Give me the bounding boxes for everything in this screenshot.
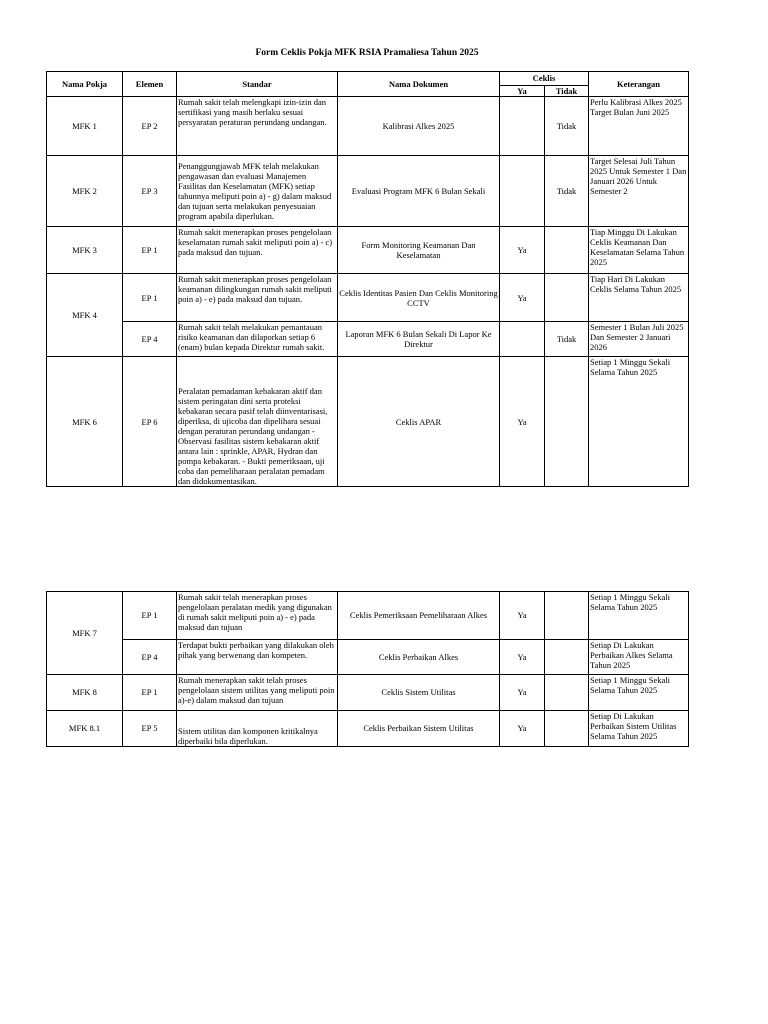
header-ya: Ya [500, 86, 545, 97]
cell-ya [500, 97, 545, 156]
table-row [47, 322, 689, 357]
cell-standar: Penanggungjawab MFK telah melakukan pengawasan dan evaluasi Manajemen Fasilitas dan Keselamatan (MFK) setiap tahunnya meliputi poin a) - g) dalam maksud dan tujuan serta melakukan penyesuaian program apabila diperlukan. [177, 156, 338, 227]
cell-elemen: EP 1 [123, 274, 177, 322]
cell-ya: Ya [500, 592, 545, 640]
cell-tidak [545, 357, 589, 487]
cell-elemen: EP 6 [123, 357, 177, 487]
cell-tidak [545, 274, 589, 322]
cell-standar: Rumah sakit telah melengkapi izin-izin dan sertifikasi yang masih berlaku sesuai persyaratan peraturan perundang undangan. [177, 97, 338, 156]
cell-dokumen: Ceklis Sistem Utilitas [338, 675, 500, 711]
cell-ya: Ya [500, 640, 545, 675]
header-nama-dokumen: Nama Dokumen [338, 72, 500, 97]
checklist-table-1 [46, 71, 689, 487]
table-row [47, 711, 689, 747]
cell-ya [500, 322, 545, 357]
cell-tidak [545, 640, 589, 675]
cell-keterangan: Tiap Minggu Di Lakukan Ceklis Keamanan Dan Keselamatan Selama Tahun 2025 [589, 227, 689, 274]
cell-tidak [545, 592, 589, 640]
cell-dokumen: Ceklis Perbaikan Alkes [338, 640, 500, 675]
cell-pokja: MFK 2 [47, 156, 123, 227]
cell-keterangan: Perlu Kalibrasi Alkes 2025 Target Bulan Juni 2025 [589, 97, 689, 156]
cell-keterangan: Setiap Di Lakukan Perbaikan Alkes Selama Tahun 2025 [589, 640, 689, 675]
cell-elemen: EP 2 [123, 97, 177, 156]
header-keterangan: Keterangan [589, 72, 689, 97]
cell-tidak [545, 675, 589, 711]
cell-pokja: MFK 6 [47, 357, 123, 487]
cell-keterangan: Setiap 1 Minggu Sekali Selama Tahun 2025 [589, 357, 689, 487]
table-row [47, 592, 689, 640]
cell-keterangan: Setiap 1 Minggu Sekali Selama Tahun 2025 [589, 592, 689, 640]
cell-elemen: EP 1 [123, 227, 177, 274]
cell-keterangan: Semester 1 Bulan Juli 2025 Dan Semester 2 Januari 2026 [589, 322, 689, 357]
cell-pokja: MFK 7 [47, 592, 123, 675]
cell-dokumen: Laporan MFK 6 Bulan Sekali Di Lapor Ke Direktur [338, 322, 500, 357]
cell-elemen: EP 4 [123, 322, 177, 357]
header-nama-pokja: Nama Pokja [47, 72, 123, 97]
cell-dokumen: Ceklis Identitas Pasien Dan Ceklis Monitoring CCTV [338, 274, 500, 322]
header-standar: Standar [177, 72, 338, 97]
cell-pokja: MFK 4 [47, 274, 123, 357]
cell-ya: Ya [500, 274, 545, 322]
cell-elemen: EP 1 [123, 675, 177, 711]
checklist-table-2 [46, 591, 689, 747]
page-title: Form Ceklis Pokja MFK RSIA Pramaliesa Tahun 2025 [255, 48, 479, 58]
header-ceklis: Ceklis [500, 72, 589, 86]
header-elemen: Elemen [123, 72, 177, 97]
cell-tidak [545, 227, 589, 274]
cell-keterangan: Target Selesai Juli Tahun 2025 Untuk Semester 1 Dan Januari 2026 Untuk Semester 2 [589, 156, 689, 227]
cell-tidak: Tidak [545, 97, 589, 156]
cell-dokumen: Evaluasi Program MFK 6 Bulan Sekali [338, 156, 500, 227]
cell-dokumen: Kalibrasi Alkes 2025 [338, 97, 500, 156]
cell-elemen: EP 5 [123, 711, 177, 747]
cell-pokja: MFK 8 [47, 675, 123, 711]
cell-pokja: MFK 8.1 [47, 711, 123, 747]
cell-tidak [545, 711, 589, 747]
cell-ya: Ya [500, 227, 545, 274]
cell-tidak: Tidak [545, 322, 589, 357]
cell-dokumen: Ceklis Perbaikan Sistem Utilitas [338, 711, 500, 747]
cell-ya: Ya [500, 675, 545, 711]
cell-standar: Sistem utilitas dan komponen kritikalnya diperbaiki bila diperlukan. [177, 711, 338, 747]
cell-pokja: MFK 1 [47, 97, 123, 156]
cell-dokumen: Ceklis Pemeriksaan Pemeliharaan Alkes [338, 592, 500, 640]
cell-tidak: Tidak [545, 156, 589, 227]
table-row [47, 357, 689, 487]
cell-ya [500, 156, 545, 227]
cell-keterangan: Setiap 1 Minggu Sekali Selama Tahun 2025 [589, 675, 689, 711]
cell-standar: Rumah menerapkan sakit telah proses pengelolaan sistem utilitas yang meliputi poin a)-e) dalam maksud dan tujuan [177, 675, 338, 711]
cell-pokja: MFK 3 [47, 227, 123, 274]
table-row [47, 156, 689, 227]
table-row [47, 227, 689, 274]
table-row [47, 675, 689, 711]
cell-dokumen: Form Monitoring Keamanan Dan Keselamatan [338, 227, 500, 274]
cell-elemen: EP 4 [123, 640, 177, 675]
cell-ya: Ya [500, 711, 545, 747]
cell-keterangan: Setiap Di Lakukan Perbaikan Sistem Utilitas Selama Tahun 2025 [589, 711, 689, 747]
cell-dokumen: Ceklis APAR [338, 357, 500, 487]
header-tidak: Tidak [545, 86, 589, 97]
table-row [47, 640, 689, 675]
cell-ya: Ya [500, 357, 545, 487]
cell-elemen: EP 1 [123, 592, 177, 640]
table-row [47, 97, 689, 156]
cell-elemen: EP 3 [123, 156, 177, 227]
table-row [47, 274, 689, 322]
cell-standar: Terdapat bukti perbaikan yang dilakukan oleh pihak yang berwenang dan kompeten. [177, 640, 338, 675]
cell-standar: Peralatan pemadaman kebakaran aktif dan sistem peringatan dini serta proteksi kebakaran secara pasif telah diinventarisasi, diperiksa, di ujicoba dan dipelihara sesuai dengan peraturan perundang undangan - Observasi fasilitas sistem kebakaran aktif antara lain : sprinkle, APAR, Hydran dan pompa kebakaran. - Bukti pemeriksaan, uji coba dan pemeliharaan peralatan pemadam dan didokumentasikan. [177, 357, 338, 487]
cell-standar: Rumah sakit menerapkan proses pengelolaan keselamatan rumah sakit meliputi poin a) - c) pada maksud dan tujuan. [177, 227, 338, 274]
cell-standar: Rumah sakit menerapkan proses pengelolaan keamanan dilingkungan rumah sakit meliputi poin a) - e) pada maksud dan tujuan. [177, 274, 338, 322]
cell-standar: Rumah sakit telah melakukan pemantauan risiko keamanan dan dilaporkan setiap 6 (enam) bulan kepada Direktur rumah sakit. [177, 322, 338, 357]
cell-keterangan: Tiap Hari Di Lakukan Ceklis Selama Tahun 2025 [589, 274, 689, 322]
cell-standar: Rumah sakit telah menerapkan proses pengelolaan peralatan medik yang digunakan di rumah sakit meliputi poin a) - e) pada maksud dan tujuan [177, 592, 338, 640]
